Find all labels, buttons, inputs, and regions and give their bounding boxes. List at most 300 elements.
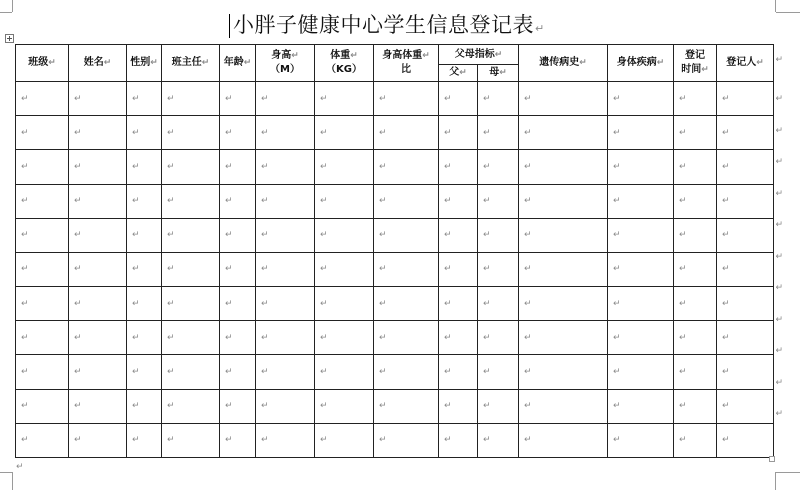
table-cell[interactable] [256,252,315,286]
table-cell[interactable] [439,150,478,184]
table-cell[interactable] [674,321,717,355]
table-cell[interactable] [127,355,162,389]
table-cell[interactable] [674,184,717,218]
cell-mark-icon: ↵ [320,332,328,343]
table-cell[interactable] [674,218,717,252]
cell-mark-icon: ↵ [379,366,387,377]
table-cell[interactable] [374,116,439,150]
cell-mark-icon: ↵ [21,93,29,104]
cell-mark-icon: ↵ [261,264,269,275]
cell-mark-icon: ↵ [722,435,730,446]
table-cell[interactable] [439,218,478,252]
table-resize-handle-icon[interactable] [769,456,775,462]
table-cell[interactable] [16,184,69,218]
table-cell[interactable] [608,287,674,321]
table-cell[interactable] [608,321,674,355]
table-cell[interactable] [674,82,717,116]
cell-mark-icon: ↵ [320,366,328,377]
table-cell[interactable] [608,389,674,423]
table-cell[interactable] [220,150,256,184]
crop-mark-bottom-right-h [776,472,800,473]
table-cell[interactable] [674,150,717,184]
cell-mark-icon: ↵ [444,401,452,412]
crop-mark-bottom-right [775,472,776,490]
cell-mark-icon: ↵ [722,332,730,343]
table-cell[interactable] [127,321,162,355]
table-cell[interactable] [519,116,608,150]
header-physical-disease[interactable]: 身体疾病↵ [608,45,674,82]
table-cell[interactable] [374,184,439,218]
cell-mark-icon: ↵ [74,401,82,412]
cell-mark-icon: ↵ [167,401,175,412]
cell-mark-icon: ↵ [722,401,730,412]
table-cell[interactable] [374,389,439,423]
table-cell[interactable] [374,287,439,321]
table-row [16,423,774,457]
table-cell[interactable] [256,116,315,150]
table-cell[interactable] [717,252,774,286]
table-cell[interactable] [374,218,439,252]
cell-mark-icon: ↵ [613,93,621,104]
table-cell[interactable] [162,321,220,355]
cell-mark-icon: ↵ [74,264,82,275]
table-cell[interactable] [478,184,519,218]
table-cell[interactable] [608,252,674,286]
cell-mark-icon: ↵ [225,161,233,172]
table-cell[interactable] [478,82,519,116]
table-cell[interactable] [717,389,774,423]
table-cell[interactable] [478,355,519,389]
table-cell[interactable] [478,252,519,286]
table-cell[interactable] [69,116,127,150]
cell-mark-icon: ↵ [132,435,140,446]
table-cell[interactable] [69,389,127,423]
cell-mark-icon: ↵ [613,161,621,172]
registration-table [15,44,774,458]
table-row [16,355,774,389]
table-cell[interactable] [220,252,256,286]
table-cell[interactable] [256,218,315,252]
cell-mark-icon: ↵ [225,366,233,377]
table-cell[interactable] [69,184,127,218]
table-cell[interactable] [519,287,608,321]
table-cell[interactable] [16,218,69,252]
table-row [16,82,774,116]
cell-mark-icon: ↵ [320,264,328,275]
cell-mark-icon: ↵ [320,435,328,446]
table-cell[interactable] [220,218,256,252]
crop-mark-bottom-left-h [0,472,12,473]
table-row [16,252,774,286]
table-cell[interactable] [127,423,162,457]
header-class[interactable]: 班级↵ [16,45,69,82]
cell-mark-icon: ↵ [613,332,621,343]
table-cell[interactable] [162,252,220,286]
table-cell[interactable] [478,116,519,150]
cell-mark-icon: ↵ [444,366,452,377]
page-title[interactable] [233,10,545,40]
row-end-mark-icon: ↵ [775,94,783,104]
cell-mark-icon: ↵ [613,264,621,275]
table-cell[interactable] [315,184,374,218]
table-cell[interactable] [608,82,674,116]
table-move-handle-icon[interactable] [5,34,14,43]
table-cell[interactable] [256,287,315,321]
header-registrar[interactable]: 登记人↵ [717,45,774,82]
cell-mark-icon: ↵ [379,332,387,343]
cell-mark-icon: ↵ [613,196,621,207]
cell-mark-icon: ↵ [379,196,387,207]
table-cell[interactable] [127,82,162,116]
cell-mark-icon: ↵ [167,161,175,172]
table-cell[interactable] [256,184,315,218]
cell-mark-icon: ↵ [613,435,621,446]
table-cell[interactable] [439,116,478,150]
table-cell[interactable] [374,423,439,457]
cell-mark-icon: ↵ [613,366,621,377]
cell-mark-icon: ↵ [483,93,491,104]
table-cell[interactable] [16,321,69,355]
crop-mark-top-right [775,0,776,12]
table-cell[interactable] [374,150,439,184]
table-row [16,184,774,218]
cell-mark-icon: ↵ [722,264,730,275]
cell-mark-icon: ↵ [261,93,269,104]
table-cell[interactable] [220,355,256,389]
table-row [16,389,774,423]
table-cell[interactable] [69,287,127,321]
header-weight[interactable]: 体重↵ （KG） [315,45,374,82]
cell-mark-icon: ↵ [167,196,175,207]
table-cell[interactable] [374,355,439,389]
cell-mark-icon: ↵ [261,366,269,377]
table-row [16,150,774,184]
table-cell[interactable] [127,116,162,150]
cell-mark-icon: ↵ [225,127,233,138]
table-cell[interactable] [439,389,478,423]
header-gender[interactable]: 性别↵ [127,45,162,82]
table-cell[interactable] [439,184,478,218]
cell-mark-icon: ↵ [679,401,687,412]
cell-mark-icon: ↵ [225,196,233,207]
table-cell[interactable] [220,389,256,423]
cell-mark-icon: ↵ [444,230,452,241]
table-cell[interactable] [69,423,127,457]
table-cell[interactable] [16,116,69,150]
cell-mark-icon: ↵ [132,264,140,275]
cell-mark-icon: ↵ [21,298,29,309]
table-cell[interactable] [162,423,220,457]
table-cell[interactable] [717,287,774,321]
table-cell[interactable] [674,252,717,286]
table-cell[interactable] [220,321,256,355]
cell-mark-icon: ↵ [379,298,387,309]
cell-mark-icon: ↵ [722,230,730,241]
table-body [16,82,774,458]
table-cell[interactable] [674,355,717,389]
cell-mark-icon: ↵ [524,401,532,412]
table-cell[interactable] [478,287,519,321]
table-cell[interactable] [315,82,374,116]
table-cell[interactable] [439,82,478,116]
table-cell[interactable] [439,252,478,286]
table-cell[interactable] [315,116,374,150]
cell-mark-icon: ↵ [444,435,452,446]
cell-mark-icon: ↵ [167,93,175,104]
table-cell[interactable] [717,218,774,252]
cell-mark-icon: ↵ [379,435,387,446]
cell-mark-icon: ↵ [679,332,687,343]
header-height[interactable]: 身高↵ （M） [256,45,315,82]
table-cell[interactable] [162,116,220,150]
cell-mark-icon: ↵ [483,161,491,172]
cell-mark-icon: ↵ [21,366,29,377]
table-cell[interactable] [16,150,69,184]
table-cell[interactable] [315,389,374,423]
cell-mark-icon: ↵ [679,127,687,138]
table-cell[interactable] [220,116,256,150]
table-cell[interactable] [519,82,608,116]
table-cell[interactable] [256,423,315,457]
cell-mark-icon: ↵ [320,401,328,412]
cell-mark-icon: ↵ [320,230,328,241]
table-row [16,218,774,252]
table-cell[interactable] [256,321,315,355]
cell-mark-icon: ↵ [379,161,387,172]
table-cell[interactable] [439,287,478,321]
row-end-mark-icon: ↵ [775,377,783,388]
header-head-teacher[interactable]: 班主任↵ [162,45,220,82]
table-cell[interactable] [674,287,717,321]
table-cell[interactable] [519,150,608,184]
table-cell[interactable] [16,252,69,286]
table-cell[interactable] [674,423,717,457]
table-cell[interactable] [220,184,256,218]
table-cell[interactable] [220,82,256,116]
header-age[interactable]: 年龄↵ [220,45,256,82]
table-cell[interactable] [69,252,127,286]
cell-mark-icon: ↵ [444,264,452,275]
table-cell[interactable] [717,150,774,184]
table-cell[interactable] [315,150,374,184]
cell-mark-icon: ↵ [679,264,687,275]
table-cell[interactable] [162,218,220,252]
table-cell[interactable] [674,389,717,423]
header-genetic-history[interactable]: 遗传病史↵ [519,45,608,82]
row-end-mark-icon: ↵ [775,283,783,293]
cell-mark-icon: ↵ [722,366,730,377]
table-cell[interactable] [519,389,608,423]
header-parent-indicators[interactable]: 父母指标↵ [439,45,519,65]
cell-mark-icon: ↵ [74,196,82,207]
table-cell[interactable] [717,355,774,389]
cell-mark-icon: ↵ [444,93,452,104]
cell-mark-icon: ↵ [74,93,82,104]
cell-mark-icon: ↵ [74,161,82,172]
table-cell[interactable] [717,184,774,218]
cell-mark-icon: ↵ [74,230,82,241]
table-cell[interactable] [608,184,674,218]
table-cell[interactable] [162,287,220,321]
table-cell[interactable] [162,389,220,423]
table-cell[interactable] [16,287,69,321]
cell-mark-icon: ↵ [524,332,532,343]
table-cell[interactable] [519,252,608,286]
cell-mark-icon: ↵ [261,298,269,309]
table-cell[interactable] [717,116,774,150]
cell-mark-icon: ↵ [21,401,29,412]
cell-mark-icon: ↵ [132,93,140,104]
cell-mark-icon: ↵ [225,230,233,241]
row-end-mark-icon: ↵ [775,125,783,136]
table-cell[interactable] [220,287,256,321]
table-cell[interactable] [674,116,717,150]
cell-mark-icon: ↵ [613,127,621,138]
table-cell[interactable] [315,287,374,321]
table-cell[interactable] [315,321,374,355]
table-cell[interactable] [478,150,519,184]
row-end-mark-icon: ↵ [775,409,783,419]
table-cell[interactable] [519,218,608,252]
table-cell[interactable] [16,355,69,389]
table-cell[interactable] [439,355,478,389]
table-cell[interactable] [608,150,674,184]
table-cell[interactable] [478,389,519,423]
cell-mark-icon: ↵ [167,230,175,241]
table-cell[interactable] [519,355,608,389]
crop-mark-top-left [12,0,13,12]
cell-mark-icon: ↵ [722,127,730,138]
table-cell[interactable] [256,389,315,423]
cell-mark-icon: ↵ [261,127,269,138]
table-cell[interactable] [127,389,162,423]
table-cell[interactable] [478,423,519,457]
table-cell[interactable] [162,184,220,218]
header-mother[interactable]: 母↵ [478,65,519,82]
table-cell[interactable] [608,355,674,389]
table-cell[interactable] [69,218,127,252]
header-father[interactable]: 父↵ [439,65,478,82]
table-cell[interactable] [374,321,439,355]
table-cell[interactable] [127,218,162,252]
table-cell[interactable] [220,423,256,457]
header-height-weight-ratio[interactable]: 身高体重↵ 比 [374,45,439,82]
cell-mark-icon: ↵ [613,230,621,241]
table-cell[interactable] [69,150,127,184]
table-row [16,287,774,321]
cell-mark-icon: ↵ [483,196,491,207]
table-cell[interactable] [69,355,127,389]
table-cell[interactable] [519,423,608,457]
cell-mark-icon: ↵ [722,298,730,309]
row-end-mark-icon: ↵ [775,157,783,167]
table-cell[interactable] [127,287,162,321]
table-cell[interactable] [69,321,127,355]
cell-mark-icon: ↵ [132,366,140,377]
cell-mark-icon: ↵ [320,127,328,138]
table-cell[interactable] [374,252,439,286]
table-cell[interactable] [608,218,674,252]
cell-mark-icon: ↵ [132,161,140,172]
table-cell[interactable] [127,184,162,218]
cell-mark-icon: ↵ [132,230,140,241]
cell-mark-icon: ↵ [379,230,387,241]
cell-mark-icon: ↵ [524,127,532,138]
cell-mark-icon: ↵ [132,401,140,412]
cell-mark-icon: ↵ [444,332,452,343]
table-cell[interactable] [519,184,608,218]
table-cell[interactable] [717,321,774,355]
table-cell[interactable] [16,82,69,116]
table-cell[interactable] [162,150,220,184]
table-cell[interactable] [717,82,774,116]
cell-mark-icon: ↵ [524,366,532,377]
table-cell[interactable] [16,423,69,457]
table-cell[interactable] [439,321,478,355]
cell-mark-icon: ↵ [167,264,175,275]
table-cell[interactable] [608,116,674,150]
table-cell[interactable] [256,355,315,389]
row-end-mark-icon: ↵ [775,346,783,356]
table-cell[interactable] [315,252,374,286]
cell-mark-icon: ↵ [74,127,82,138]
header-registration-time[interactable]: 登记 时间↵ [674,45,717,82]
table-cell[interactable] [256,150,315,184]
cell-mark-icon: ↵ [483,332,491,343]
cell-mark-icon: ↵ [722,196,730,207]
table-cell[interactable] [519,321,608,355]
table-cell[interactable] [478,218,519,252]
crop-mark-top-left-h [0,12,12,13]
cell-mark-icon: ↵ [679,435,687,446]
table-cell[interactable] [374,82,439,116]
table-cell[interactable] [717,423,774,457]
table-cell[interactable] [69,82,127,116]
table-cell[interactable] [162,82,220,116]
paragraph-mark-icon: ↵ [535,22,545,35]
cell-mark-icon: ↵ [320,298,328,309]
row-end-mark-icon: ↵ [775,55,783,65]
table-cell[interactable] [439,423,478,457]
table-cell[interactable] [127,252,162,286]
cell-mark-icon: ↵ [613,298,621,309]
table-cell[interactable] [16,389,69,423]
cell-mark-icon: ↵ [722,161,730,172]
table-cell[interactable] [315,218,374,252]
table-cell[interactable] [315,423,374,457]
cell-mark-icon: ↵ [320,93,328,104]
cell-mark-icon: ↵ [444,298,452,309]
cell-mark-icon: ↵ [167,298,175,309]
cell-mark-icon: ↵ [679,230,687,241]
cell-mark-icon: ↵ [225,298,233,309]
header-name[interactable]: 姓名↵ [69,45,127,82]
cell-mark-icon: ↵ [679,366,687,377]
cell-mark-icon: ↵ [444,161,452,172]
table-cell[interactable] [478,321,519,355]
cell-mark-icon: ↵ [524,298,532,309]
table-cell[interactable] [256,82,315,116]
table-cell[interactable] [315,355,374,389]
table-cell[interactable] [162,355,220,389]
table-cell[interactable] [127,150,162,184]
cell-mark-icon: ↵ [261,435,269,446]
table-cell[interactable] [608,423,674,457]
cell-mark-icon: ↵ [524,435,532,446]
cell-mark-icon: ↵ [21,264,29,275]
title-text: 小胖子健康中心学生信息登记表 [233,13,534,37]
cell-mark-icon: ↵ [679,161,687,172]
